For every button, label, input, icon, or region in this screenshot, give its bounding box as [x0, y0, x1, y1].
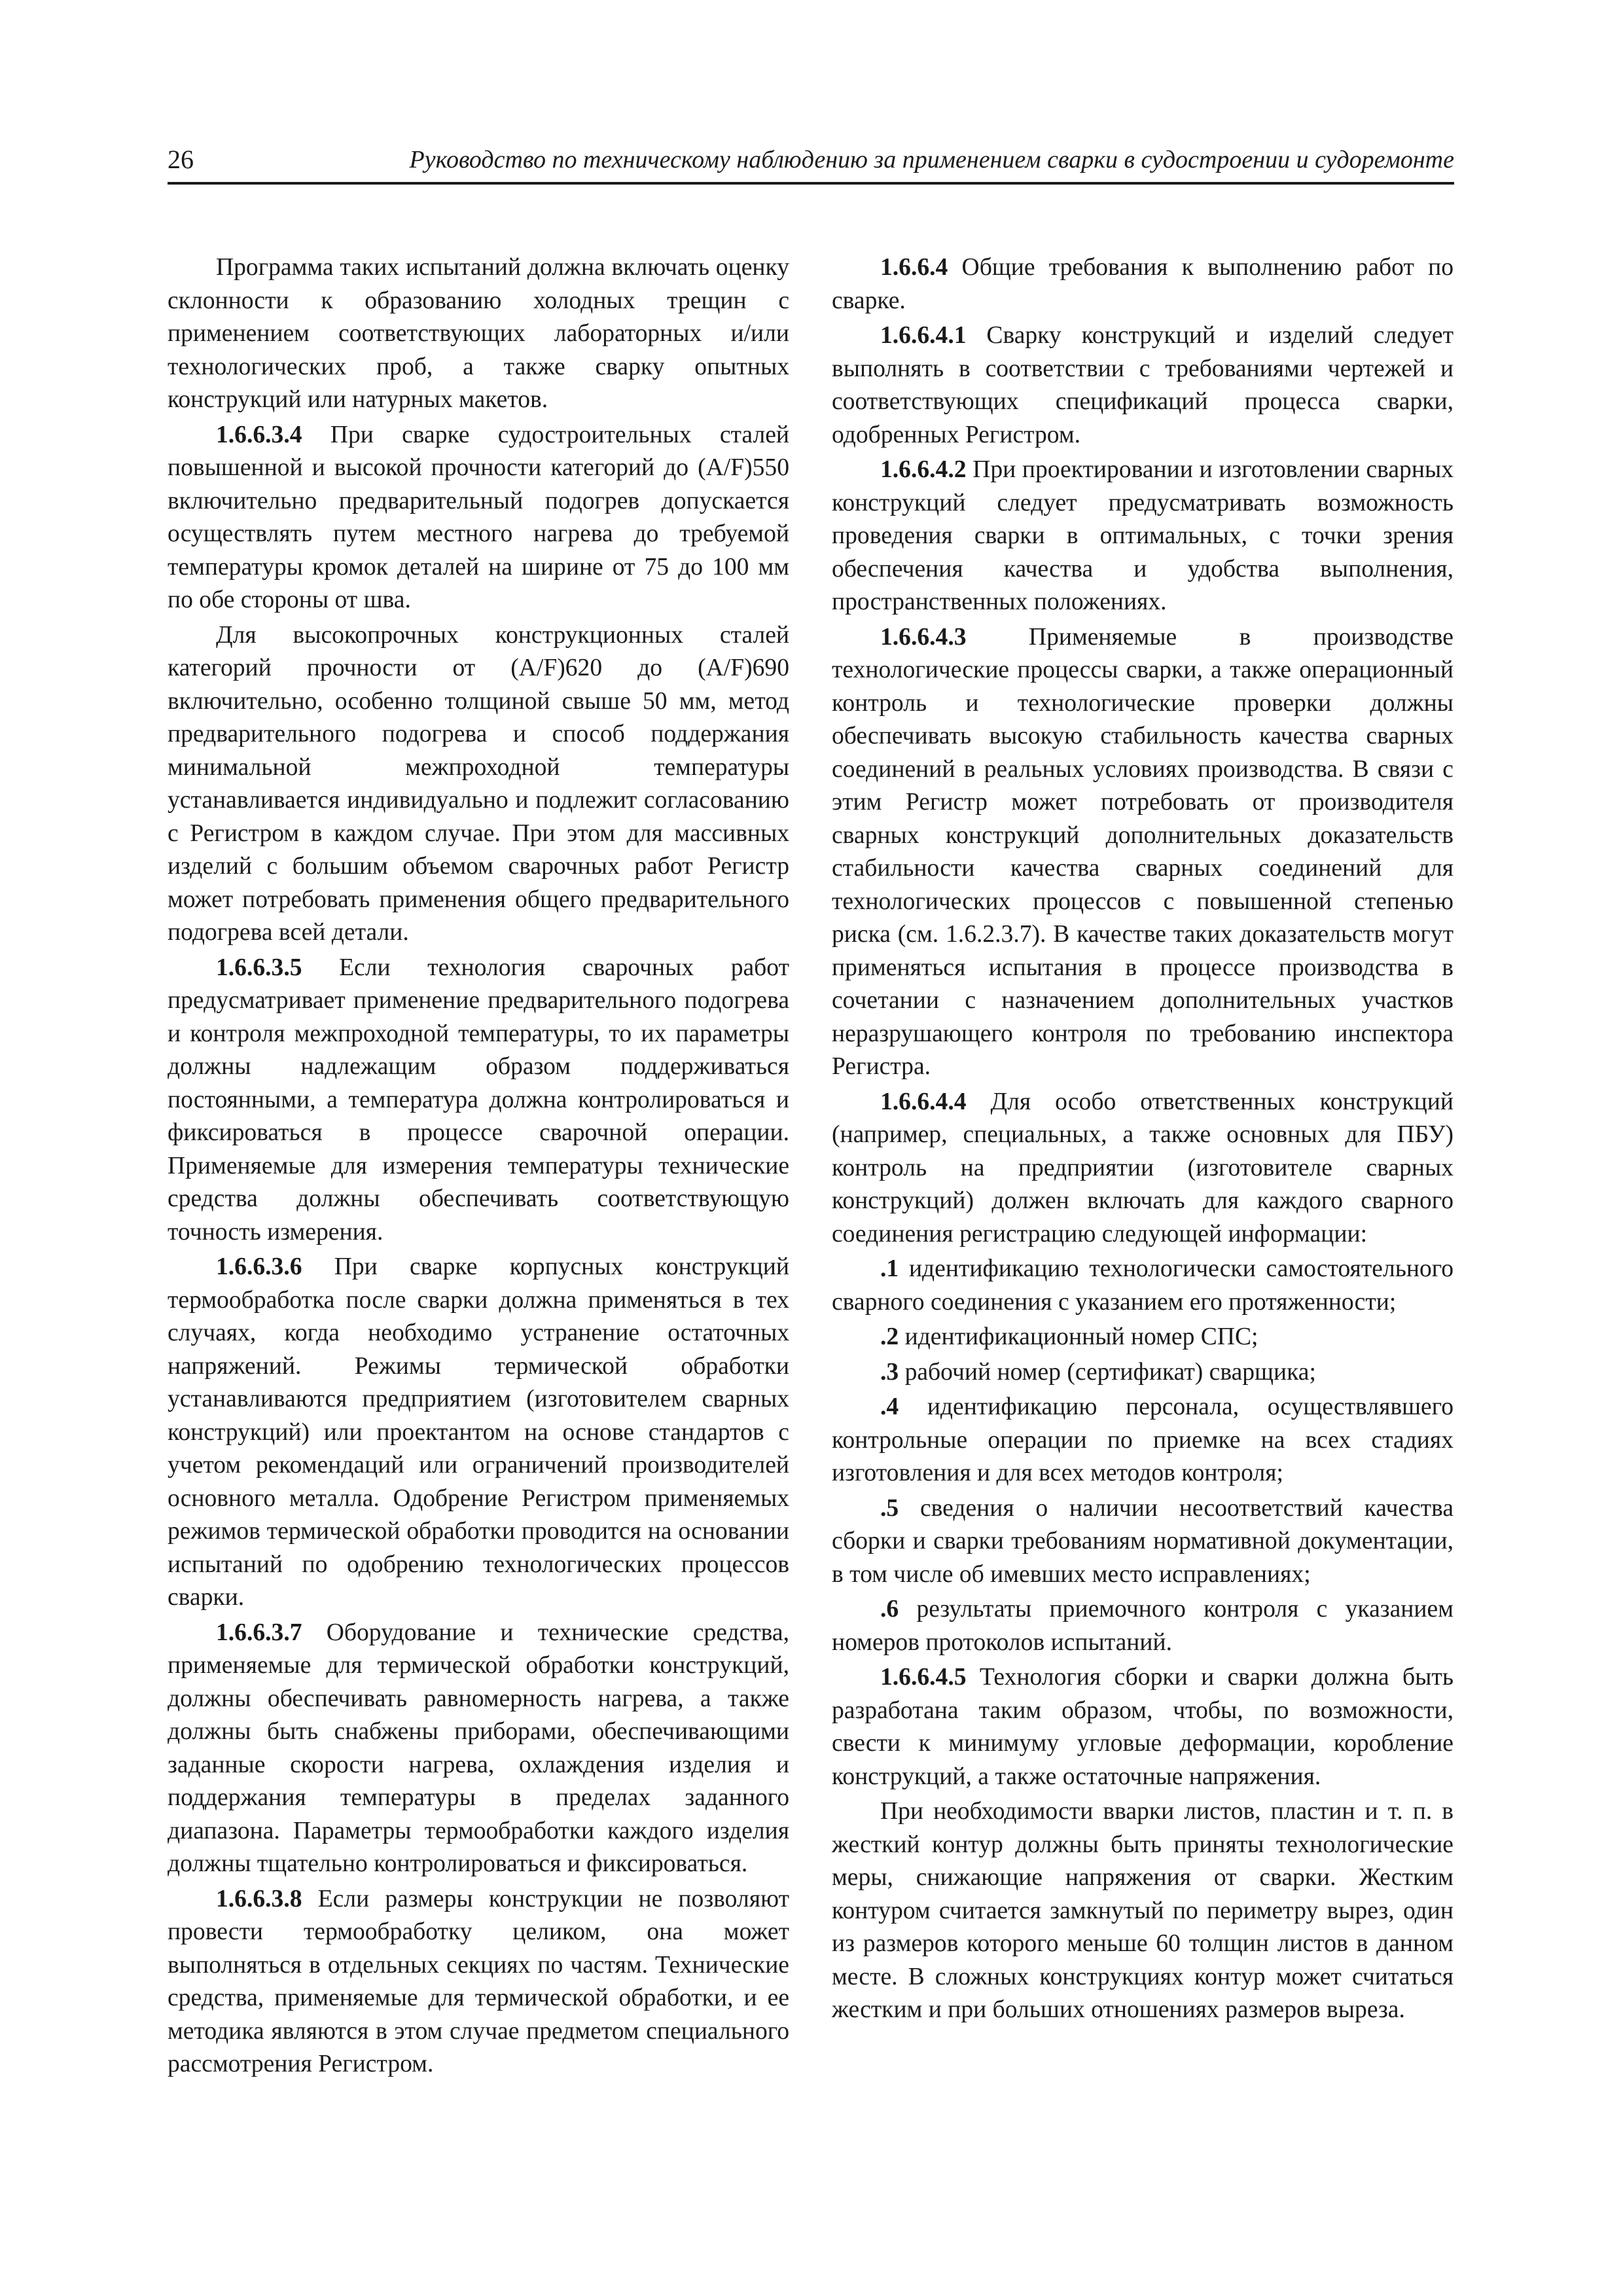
right-column: [832, 251, 1454, 2027]
paragraph: 1.6.6.4.5 Технология сборки и сварки должна быть разработана таким образом, чтобы, по возможности, свести к минимуму угловые деформации, коробление конструкций, а также остаточные напряжения.: [832, 1664, 1454, 1790]
list-item: .4 идентификацию персонала, осуществлявшего контрольные операции по приемке на всех стадиях изготовления и для всех методов контроля;: [832, 1393, 1454, 1486]
list-item: .5 сведения о наличии несоответствий качества сборки и сварки требованиям нормативной документации, в том числе об имевших место исправлениях;: [832, 1494, 1454, 1588]
page-number: 26: [168, 145, 194, 174]
paragraph: При необходимости вварки листов, пластин и т. п. в жесткий контур должны быть приняты технологические меры, снижающие напряжения от сварки. Жестким контуром считается замкнутый по периметру вырез, один из размеров которого меньше 60 толщин листов в данном месте. В сложных конструкциях контур может считаться жестким и при больших отношениях размеров выреза.: [832, 1798, 1454, 2023]
paragraph: 1.6.6.4.4 Для особо ответственных конструкций (например, специальных, а также основных для ПБУ) контроль на предприятии (изготовителе сварных конструкций) должен включать для каждого сварного соединения регистрацию следующей информации:: [832, 1088, 1454, 1247]
paragraph: 1.6.6.4 Общие требования к выполнению работ по сварке.: [832, 254, 1454, 314]
paragraph: Программа таких испытаний должна включать оценку склонности к образованию холодных трещин с применением соответствующих лабораторных и/или технологических проб, а также сварку опытных конструкций или натурных макетов.: [168, 254, 789, 413]
page-header: [168, 143, 1454, 185]
list-item: .6 результаты приемочного контроля с указанием номеров протоколов испытаний.: [832, 1596, 1454, 1656]
list-item: .2 идентификационный номер СПС;: [880, 1323, 1258, 1350]
paragraph: 1.6.6.3.5 Если технология сварочных работ предусматривает применение предварительного подогрева и контроля межпроходной температуры, то их параметры должны надлежащим образом поддерживаться постоянными, а температура должна контролироваться и фиксироваться в процессе сварочной операции. Применяемые для измерения температуры технические средства должны обеспечивать соответствующую точность измерения.: [168, 954, 789, 1246]
paragraph: 1.6.6.3.6 При сварке корпусных конструкций термообработка после сварки должна применяться в тех случаях, когда необходимо устранение остаточных напряжений. Режимы термической обработки устанавливаются предприятием (изготовителем сварных конструкций) или проектантом на основе стандартов с учетом рекомендаций или ограничений производителей основного металла. Одобрение Регистром применяемых режимов термической обработки проводится на основании испытаний по одобрению технологических процессов сварки.: [168, 1253, 789, 1611]
paragraph: 1.6.6.3.7 Оборудование и технические средства, применяемые для термической обработки конструкций, должны обеспечивать равномерность нагрева, а также должны быть снабжены приборами, обеспечивающими заданные скорости нагрева, охлаждения изделия и поддержания температуры в пределах заданного диапазона. Параметры термообработки каждого изделия должны тщательно контролироваться и фиксироваться.: [168, 1619, 789, 1877]
paragraph: 1.6.6.4.3 Применяемые в производстве технологические процессы сварки, а также операционный контроль и технологические проверки должны обеспечивать высокую стабильность качества сварных соединений в реальных условиях производства. В связи с этим Регистр может потребовать от производителя сварных конструкций дополнительных доказательств стабильности качества сварных соединений для технологических процессов с повышенной степенью риска (см. 1.6.2.3.7). В качестве таких доказательств могут применяться испытания в процессе производства в сочетании с назначением дополнительных участков неразрушающего контроля по требованию инспектора Регистра.: [832, 623, 1454, 1080]
list-item: .1 идентификацию технологически самостоятельного сварного соединения с указанием его протяженности;: [832, 1255, 1454, 1316]
paragraph: 1.6.6.3.4 При сварке судостроительных сталей повышенной и высокой прочности категорий до (A/F)550 включительно предварительный подогрев допускается осуществлять путем местного нагрева до требуемой температуры кромок деталей на ширине от 75 до 100 мм по обе стороны от шва.: [168, 421, 789, 613]
paragraph: 1.6.6.4.1 Сварку конструкций и изделий следует выполнять в соответствии с требованиями чертежей и соответствующих спецификаций процесса сварки, одобренных Регистром.: [832, 322, 1454, 448]
paragraph: 1.6.6.4.2 При проектировании и изготовлении сварных конструкций следует предусматривать возможность проведения сварки в оптимальных, с точки зрения обеспечения качества и удобства выполнения, пространственных положениях.: [832, 456, 1454, 615]
left-column: [168, 251, 789, 2081]
paragraph: 1.6.6.3.8 Если размеры конструкции не позволяют провести термообработку целиком, она может выполняться в отдельных секциях по частям. Технические средства, применяемые для термической обработки, и ее методика являются в этом случае предметом специального рассмотрения Регистром.: [168, 1885, 789, 2077]
paragraph: Для высокопрочных конструкционных сталей категорий прочности от (A/F)620 до (A/F)690 включительно, особенно толщиной свыше 50 мм, метод предварительного подогрева и способ поддержания минимальной межпроходной температуры устанавливается индивидуально и подлежит согласованию с Регистром в каждом случае. При этом для массивных изделий с большим объемом сварочных работ Регистр может потребовать применения общего предварительного подогрева всей детали.: [168, 621, 789, 946]
list-item: .3 рабочий номер (сертификат) сварщика;: [880, 1358, 1316, 1386]
running-title: Руководство по техническому наблюдению за применением сварки в судостроении и судоремонте: [409, 146, 1454, 173]
